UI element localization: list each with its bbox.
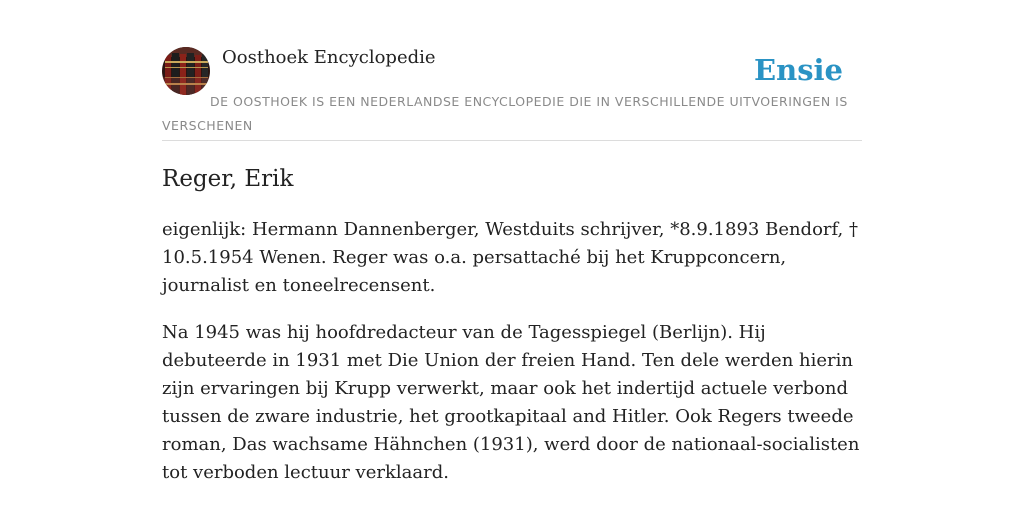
book-spines-icon[interactable] (162, 47, 210, 95)
brand-logo[interactable]: Ensie (754, 53, 843, 87)
site-header (162, 0, 862, 141)
site-description: DE OOSTHOEK IS EEN NEDERLANDSE ENCYCLOPEDIE DIE IN VERSCHILLENDE UITVOERINGEN IS VERSCHENEN (162, 94, 848, 133)
article-title: Reger, Erik (162, 166, 294, 192)
article-paragraph: Na 1945 was hij hoofdredacteur van de Tagesspiegel (Berlijn). Hij debuteerde in 1931 met Die Union der freien Hand. Ten dele werden hierin zijn ervaringen bij Krupp verwerkt, maar ook het indertijd actuele verbond tussen de zware industrie, het grootkapitaal and Hitler. Ook Regers tweede roman, Das wachsame Hähnchen (1931), werd door de nationaal-socialisten tot verboden lectuur verklaard. (162, 322, 860, 483)
site-title[interactable]: Oosthoek Encyclopedie (222, 47, 436, 68)
article-paragraph: eigenlijk: Hermann Dannenberger, Westduits schrijver, *8.9.1893 Bendorf, † 10.5.1954 Wenen. Reger was o.a. persattaché bij het Kruppconcern, journalist en toneelrecensent. (162, 219, 858, 296)
page (162, 0, 862, 512)
